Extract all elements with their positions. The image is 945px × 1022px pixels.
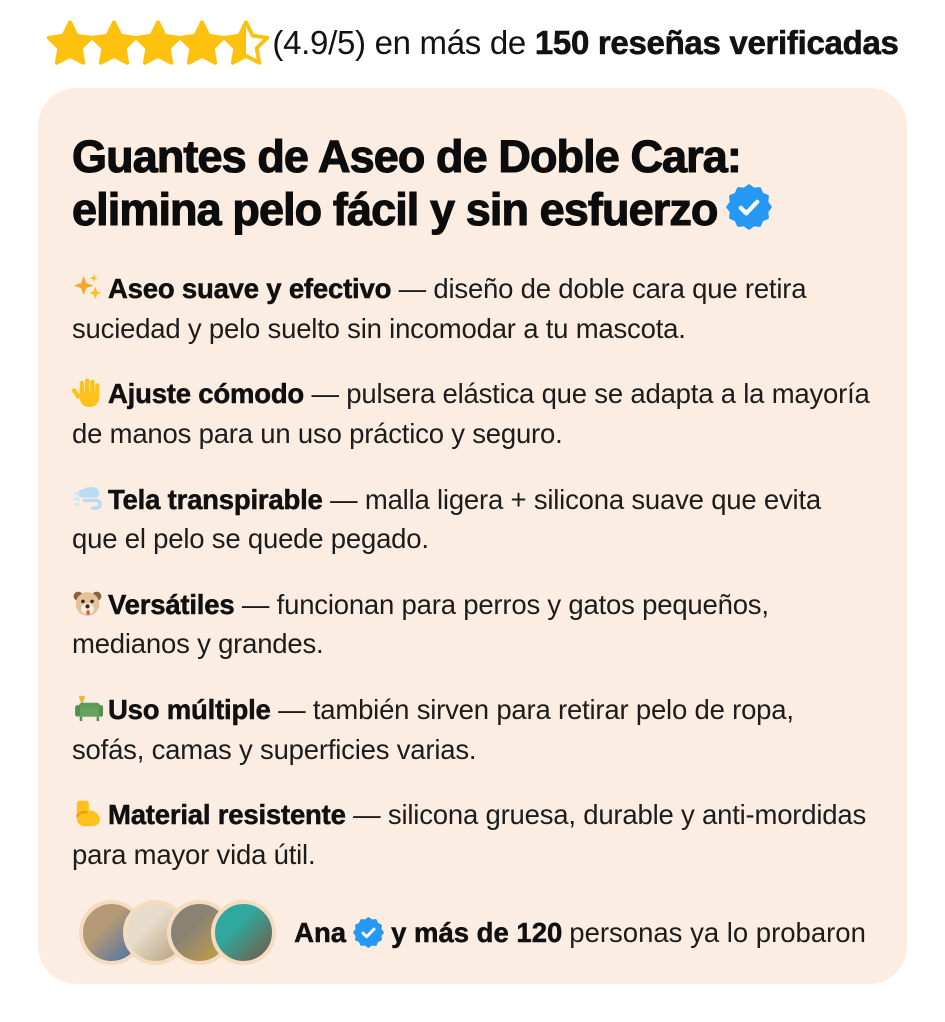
feature-dash: —	[278, 693, 306, 725]
social-proof-row	[72, 900, 873, 965]
couch-lamp-icon	[72, 693, 103, 724]
feature-text: funcionan para perros y gatos pequeños, medianos y grandes.	[72, 588, 769, 660]
feature-dash: —	[311, 378, 339, 410]
verified-badge-icon	[353, 917, 384, 948]
verified-badge-icon	[726, 184, 772, 230]
feature-item-grooming	[72, 269, 873, 348]
feature-text: silicona gruesa, durable y anti-mordidas para mayor vida útil.	[72, 799, 867, 870]
social-proof-text	[294, 917, 866, 949]
feature-label: Uso múltiple	[108, 693, 271, 725]
feature-item-multiuse	[72, 690, 873, 769]
page-title	[72, 130, 873, 236]
social-proof-rest: personas ya lo probaron	[569, 916, 866, 948]
rating-score: (4.9/5) en más de	[272, 24, 526, 61]
feature-text: también sirven para retirar pelo de ropa, sofás, camas y superficies varias.	[72, 693, 794, 765]
title-line-2: elimina pelo fácil y sin esfuerzo	[72, 183, 873, 236]
feature-text: malla ligera + silicona suave que evita que el pelo se quede pegado.	[72, 483, 822, 555]
sparkles-icon	[72, 272, 103, 303]
avatar-group	[79, 900, 276, 965]
feature-label: Tela transpirable	[108, 483, 323, 515]
star-rating-icon	[46, 19, 266, 67]
feature-item-versatile	[72, 585, 873, 664]
social-proof-count: y más de 120	[391, 916, 563, 948]
feature-dash: —	[330, 483, 358, 515]
product-info-card	[38, 88, 907, 984]
feature-label: Ajuste cómodo	[108, 378, 305, 410]
feature-label: Versátiles	[108, 588, 235, 620]
flexed-biceps-icon	[72, 798, 103, 829]
feature-item-material	[72, 795, 873, 874]
feature-dash: —	[241, 588, 270, 620]
title-line-1: Guantes de Aseo de Doble Cara:	[72, 131, 742, 182]
feature-item-fabric	[72, 480, 873, 559]
reviewer-name: Ana	[294, 916, 347, 948]
rating-bar	[0, 0, 945, 72]
wind-icon	[72, 483, 103, 514]
feature-text: diseño de doble cara que retira suciedad y pelo suelto sin incomodar a tu mascota.	[72, 273, 807, 344]
feature-dash: —	[353, 799, 381, 831]
feature-text: pulsera elástica que se adapta a la mayoría de manos para un uso práctico y seguro.	[72, 378, 870, 449]
feature-label: Aseo suave y efectivo	[108, 273, 392, 305]
raised-hand-icon	[72, 377, 103, 408]
feature-label: Material resistente	[108, 799, 346, 831]
feature-dash: —	[398, 273, 426, 305]
feature-list	[72, 269, 873, 874]
rating-reviews-count: 150 reseñas verificadas	[534, 24, 899, 61]
feature-item-fit	[72, 374, 873, 453]
dog-face-icon	[72, 588, 103, 619]
rating-text	[272, 24, 898, 62]
avatar	[211, 900, 276, 965]
